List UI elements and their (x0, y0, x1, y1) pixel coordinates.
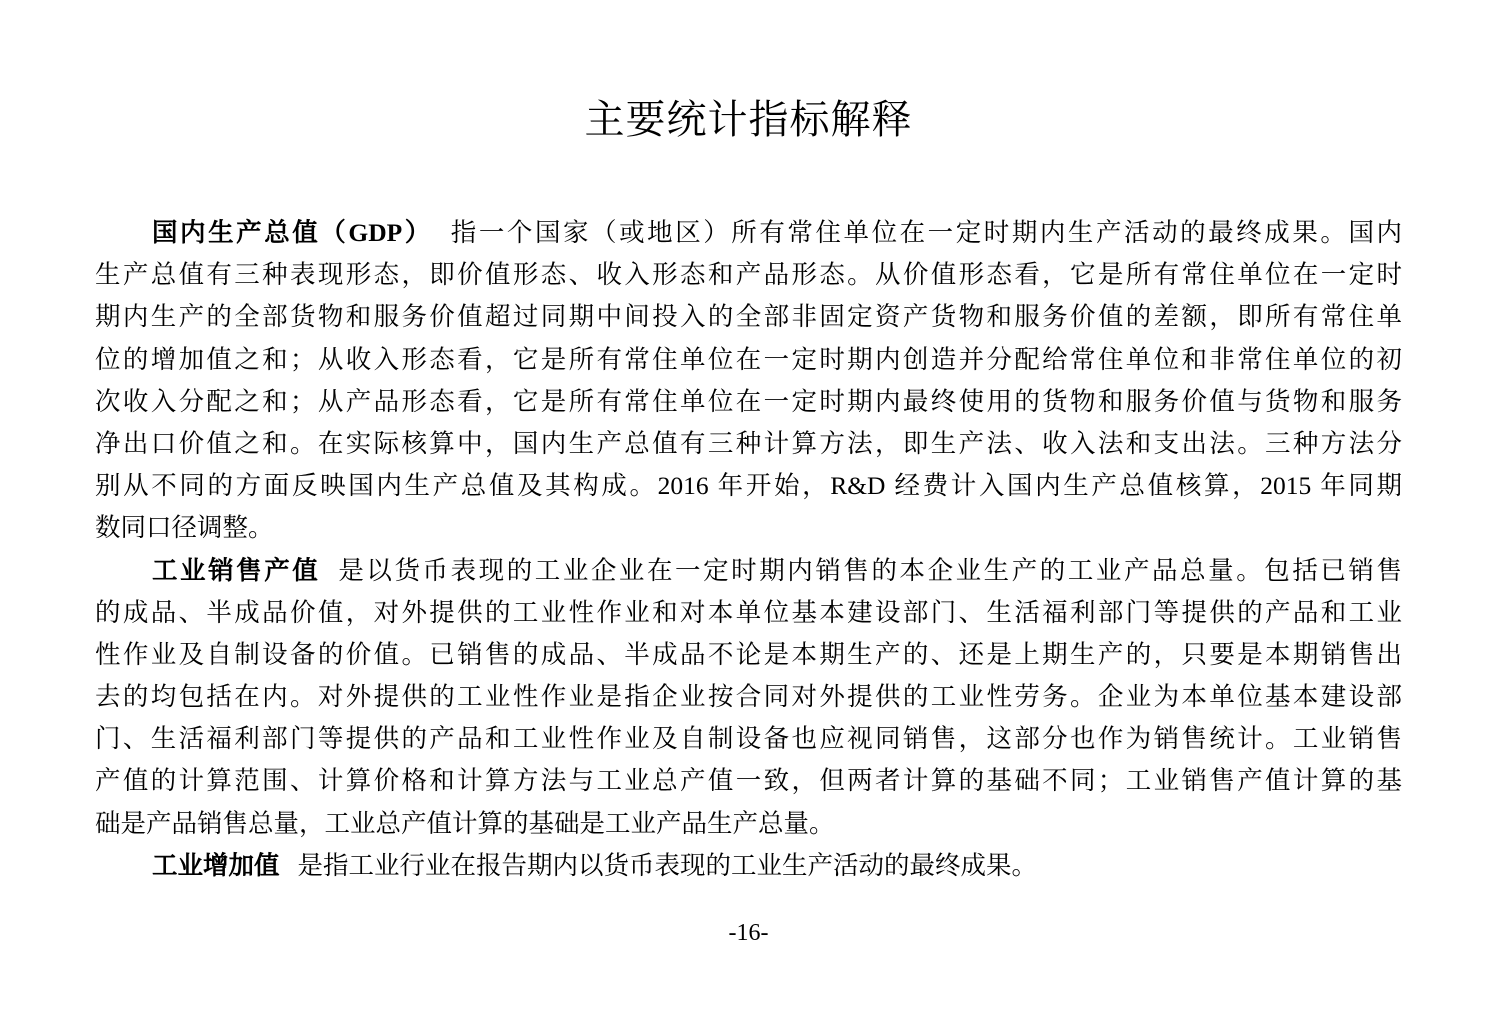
line-text: 门、生活福利部门等提供的产品和工业性作业及自制设备也应视同销售，这部分也作为销售统计。工业销售 (95, 724, 1402, 754)
text-line (95, 296, 1402, 338)
term-heading: 工业增加值 (152, 850, 280, 880)
term-heading: 国内生产总值（GDP） (152, 218, 433, 247)
line-text: 数同口径调整。 (95, 513, 274, 543)
text-line (95, 381, 1402, 423)
line-text: 期内生产的全部货物和服务价值超过同期中间投入的全部非固定资产货物和服务价值的差额，即所有常住单 (95, 302, 1402, 332)
paragraph (95, 845, 1402, 887)
paragraph (95, 550, 1402, 845)
text-line (95, 254, 1402, 296)
text-line (95, 339, 1402, 381)
text-line (95, 423, 1402, 465)
line-text: 性作业及自制设备的价值。已销售的成品、半成品不论是本期生产的、还是上期生产的，只要是本期销售出 (95, 639, 1402, 669)
term-heading: 工业销售产值 (152, 555, 321, 585)
line-text: 础是产品销售总量，工业总产值计算的基础是工业产品生产总量。 (95, 808, 835, 838)
line-text: 别从不同的方面反映国内生产总值及其构成。2016 年开始，R&D 经费计入国内生产总值核算，2015 年同期 (95, 471, 1402, 501)
text-line (95, 592, 1402, 634)
line-text: 产值的计算范围、计算价格和计算方法与工业总产值一致，但两者计算的基础不同；工业销售产值计算的基 (95, 766, 1402, 796)
line-text: 是指工业行业在报告期内以货币表现的工业生产活动的最终成果。 (297, 850, 1038, 880)
text-line (95, 760, 1402, 802)
text-line (95, 634, 1402, 676)
text-line (95, 465, 1402, 507)
document-body (95, 212, 1402, 887)
line-text: 指一个国家（或地区）所有常住单位在一定时期内生产活动的最终成果。国内 (450, 218, 1402, 247)
text-line (95, 718, 1402, 760)
line-text: 是以货币表现的工业企业在一定时期内销售的本企业生产的工业产品总量。包括已销售 (338, 555, 1402, 585)
page-title: 主要统计指标解释 (584, 97, 913, 142)
paragraph (95, 212, 1402, 550)
text-line (95, 845, 1402, 887)
line-text: 去的均包括在内。对外提供的工业性作业是指企业按合同对外提供的工业性劳务。企业为本单位基本建设部 (95, 682, 1402, 712)
text-line (95, 550, 1402, 592)
line-text: 次收入分配之和；从产品形态看，它是所有常住单位在一定时期内最终使用的货物和服务价值与货物和服务 (95, 386, 1402, 416)
text-line (95, 507, 1402, 549)
line-text: 净出口价值之和。在实际核算中，国内生产总值有三种计算方法，即生产法、收入法和支出法。三种方法分 (95, 428, 1402, 458)
line-text: 位的增加值之和；从收入形态看，它是所有常住单位在一定时期内创造并分配给常住单位和非常住单位的初 (95, 344, 1402, 374)
text-line (95, 212, 1402, 254)
page-number: -16- (728, 920, 769, 946)
line-text: 生产总值有三种表现形态，即价值形态、收入形态和产品形态。从价值形态看，它是所有常住单位在一定时 (95, 260, 1402, 290)
text-line (95, 676, 1402, 718)
line-text: 的成品、半成品价值，对外提供的工业性作业和对本单位基本建设部门、生活福利部门等提供的产品和工业 (95, 597, 1402, 627)
text-line (95, 803, 1402, 845)
